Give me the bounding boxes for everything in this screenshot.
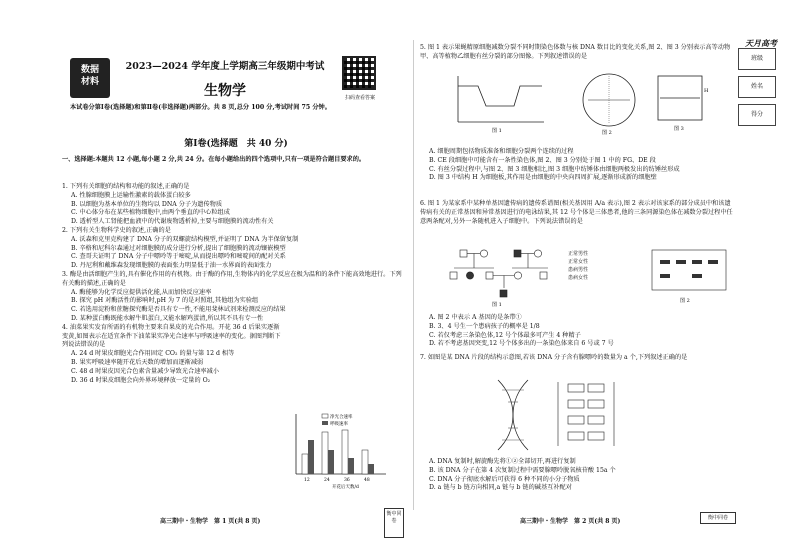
exam-note: 本试卷分第Ⅰ卷(选择题)和第Ⅱ卷(非选择题)两部分。共 8 页,总分 100 分,考试时间 75 分钟。 bbox=[70, 104, 331, 111]
pedigree-caption: 图 1 bbox=[492, 302, 502, 308]
column-divider bbox=[413, 40, 414, 510]
xtick-48: 48 bbox=[364, 478, 370, 483]
q4-bar-chart bbox=[282, 410, 392, 490]
q5-figure-2 bbox=[578, 70, 640, 136]
subject-title: 生物学 bbox=[204, 83, 246, 99]
xtick-24: 24 bbox=[324, 478, 330, 483]
bar-photo-24 bbox=[322, 432, 328, 474]
q7-dna-figure bbox=[478, 376, 678, 454]
name-field[interactable]: 姓名 bbox=[738, 76, 776, 98]
stamp-left: 衡中同卷 bbox=[384, 508, 404, 538]
legend-photo: 净光合速率 bbox=[330, 415, 353, 420]
question-4: 4. 油菜果实发育所需的有机物主要来自果皮的光合作用。开花 36 d 后果实逐渐变黄,如图表示在适宜条件下油菜果实净光合速率与呼吸速率的变化。据图判断下列说法错误的是 A. 24 d 时果皮细胞光合作用固定 CO₂ 的量与第 12 d 相等 B. 果实呼吸速率随开花后天数的增加而逐渐减弱 C. 48 d 时果皮因光合色素含量减少导致光合速率减小 D. 36 d 时果皮细胞会向外界环境释放一定量的 O₂ bbox=[62, 323, 281, 384]
question-6-stem: 6. 图 1 为某家系中某种单基因遗传病的遗传系谱图(相关基因用 A/a 表示),图 2 表示对该家系的部分成员中和该遗传病有关的正常基因和异常基因进行的电泳结果,其 12 号个体是三体患者,他的三条同源染色体在减数分裂过程中任意两条配对,另外一条随机进入子细胞中。下列说法错误的是 bbox=[420, 200, 733, 225]
exam-title: 2023—2024 学年度上学期高三年级期中考试 bbox=[125, 61, 325, 72]
question-7-stem: 7. 如图是某 DNA 片段的结构示意图,若该 DNA 分子含有腺嘌呤的数量为 a 个,下列叙述正确的是 bbox=[420, 354, 688, 361]
legend-swatch-resp bbox=[322, 421, 328, 425]
question-3: 3. 酶是由活细胞产生的,具有催化作用的有机物。由于酶的作用,生物体内的化学反应在极为温和的条件下能高效地进行。下列有关酶的描述,正确的是 A. 酶能够为化学反应提供活化能,从而加快反应速率 B. 探究 pH 对酶活性的影响时,pH 为 7 的是对照组,其他组为实验组 C. 若选用淀粉和蔗糖探究酶是否具有专一性,不能用斐林试剂来检测反应的结果 D. 某种蛋白酶既能水解牛肌蛋白,又能水解鸡蛋清,所以其不具有专一性 bbox=[62, 270, 402, 322]
question-2: 2. 下列有关生物科学史的叙述,正确的是 A. 沃森和克里克构建了 DNA 分子的双螺旋结构模型,并证明了 DNA 为半保留复制 B. 辛格和尼科尔森通过对细胞膜的成分进行分析,提出了细胞膜的流动镶嵌模型 C. 查哥夫证明了 DNA 分子中嘌呤等于嘧啶,从而提出嘌呤和嘧啶间的配对关系 D. 丹尼利和戴维森发现细胞膜的表面张力明显低于油一水界面的表面张力 bbox=[62, 226, 299, 270]
left-question-list bbox=[62, 183, 407, 385]
stamp-right: 衡中同卷 bbox=[700, 512, 736, 524]
bar-resp-48 bbox=[368, 464, 374, 474]
q6-pedigree bbox=[440, 244, 580, 308]
pedigree-legend: 正常男性 正常女性 患病男性 患病女性 bbox=[568, 251, 589, 281]
legend-resp: 呼吸速率 bbox=[330, 422, 348, 427]
q5-figure-3 bbox=[654, 72, 718, 134]
qr-code-icon[interactable] bbox=[342, 56, 376, 90]
xtick-12: 12 bbox=[304, 478, 310, 483]
score-field[interactable]: 得分 bbox=[738, 104, 776, 126]
q5-figure-1 bbox=[448, 72, 548, 134]
question-6-options: A. 图 2 中表示 A 基因的是条带① B. 3、4 号生一个患病孩子的概率是 1/8 C. 若仅考虑三条染色体,12 号个体最多可产生 4 种精子 D. 若不考虑基因突变,12 号个体多出的一条染色体来自 6 号或 7 号 bbox=[429, 314, 614, 348]
fig2-caption: 图 2 bbox=[602, 130, 612, 136]
legend-swatch-photo bbox=[322, 414, 328, 418]
svg-text:H: H bbox=[704, 88, 709, 94]
footer-left: 高三期中・生物学 第 1 页(共 8 页) bbox=[160, 518, 261, 525]
bar-resp-36 bbox=[348, 458, 354, 474]
bar-photo-36 bbox=[342, 430, 348, 474]
bar-resp-12 bbox=[308, 440, 314, 474]
section-title: 第Ⅰ卷(选择题 共 40 分) bbox=[184, 139, 288, 149]
xtick-36: 36 bbox=[344, 478, 350, 483]
fig1-caption: 图 1 bbox=[492, 128, 502, 134]
question-5-options: A. 细胞周期包括物质准备和细胞分裂两个连续的过程 B. CE 段细胞中可能含有一条性染色体,图 2、图 3 分别处于图 1 中的 FG、DE 段 C. 有丝分裂过程中,与图 2、图 3 细胞相比,图 3 细胞中纺锤体由细胞两极发出的纺锤丝形成 D. 图 3 中结构 H 为细胞板,其作用是由细胞的中央向四周扩展,逐渐形成新的细胞壁 bbox=[429, 148, 680, 182]
bar-photo-48 bbox=[362, 450, 368, 474]
question-5-stem: 5. 图 1 表示果蝇精原细胞减数分裂不同时期染色体数与核 DNA 数目比的变化关系,图 2、图 3 分别表示高等动物甲、高等植物乙细胞有丝分裂的部分图像。下列叙述错误的是 bbox=[420, 44, 731, 60]
qr-caption: 扫码查看答案 bbox=[344, 95, 375, 101]
bar-resp-24 bbox=[328, 450, 334, 474]
question-1: 1. 下列有关细胞的结构和功能的叙述,正确的是 A. 性腺细胞膜上运输性激素的载体蛋白较多 B. 以细胞为基本单位的生物均以 DNA 分子为遗传物质 C. 中心体分布在某些植物细胞中,由两个垂直的中心粒组成 D. 透析型人工肾能把血液中的代谢废物透析掉,主要与细胞膜的流动性有关 bbox=[62, 183, 274, 226]
section-intro: 一、选择题:本题共 12 小题,每小题 2 分,共 24 分。在每小题给出的四个选项中,只有一项是符合题目要求的。 bbox=[62, 156, 366, 163]
brand-label: 天月高考 bbox=[745, 38, 777, 48]
footer-right: 高三期中・生物学 第 2 页(共 8 页) bbox=[520, 518, 621, 525]
question-7-options: A. DNA 复制时,解旋酶先将①②全部切开,再进行复制 B. 该 DNA 分子在第 4 次复制过程中需要腺嘌呤脱氧核苷酸 15a 个 C. DNA 分子彻底水解后可获得 6 种不同的小分子物质 D. a 链与 b 链方向相同,a 链与 b 链的碱基互补配对 bbox=[429, 458, 616, 492]
chart-xlabel: 开花后天数/d bbox=[332, 485, 359, 490]
gel-caption: 图 2 bbox=[680, 298, 690, 304]
q6-gel-figure bbox=[650, 248, 730, 306]
bar-photo-12 bbox=[302, 454, 308, 474]
class-field[interactable]: 班级 bbox=[738, 48, 776, 70]
fig3-caption: 图 3 bbox=[674, 126, 684, 132]
publisher-logo: 数据 材料 bbox=[70, 58, 110, 98]
